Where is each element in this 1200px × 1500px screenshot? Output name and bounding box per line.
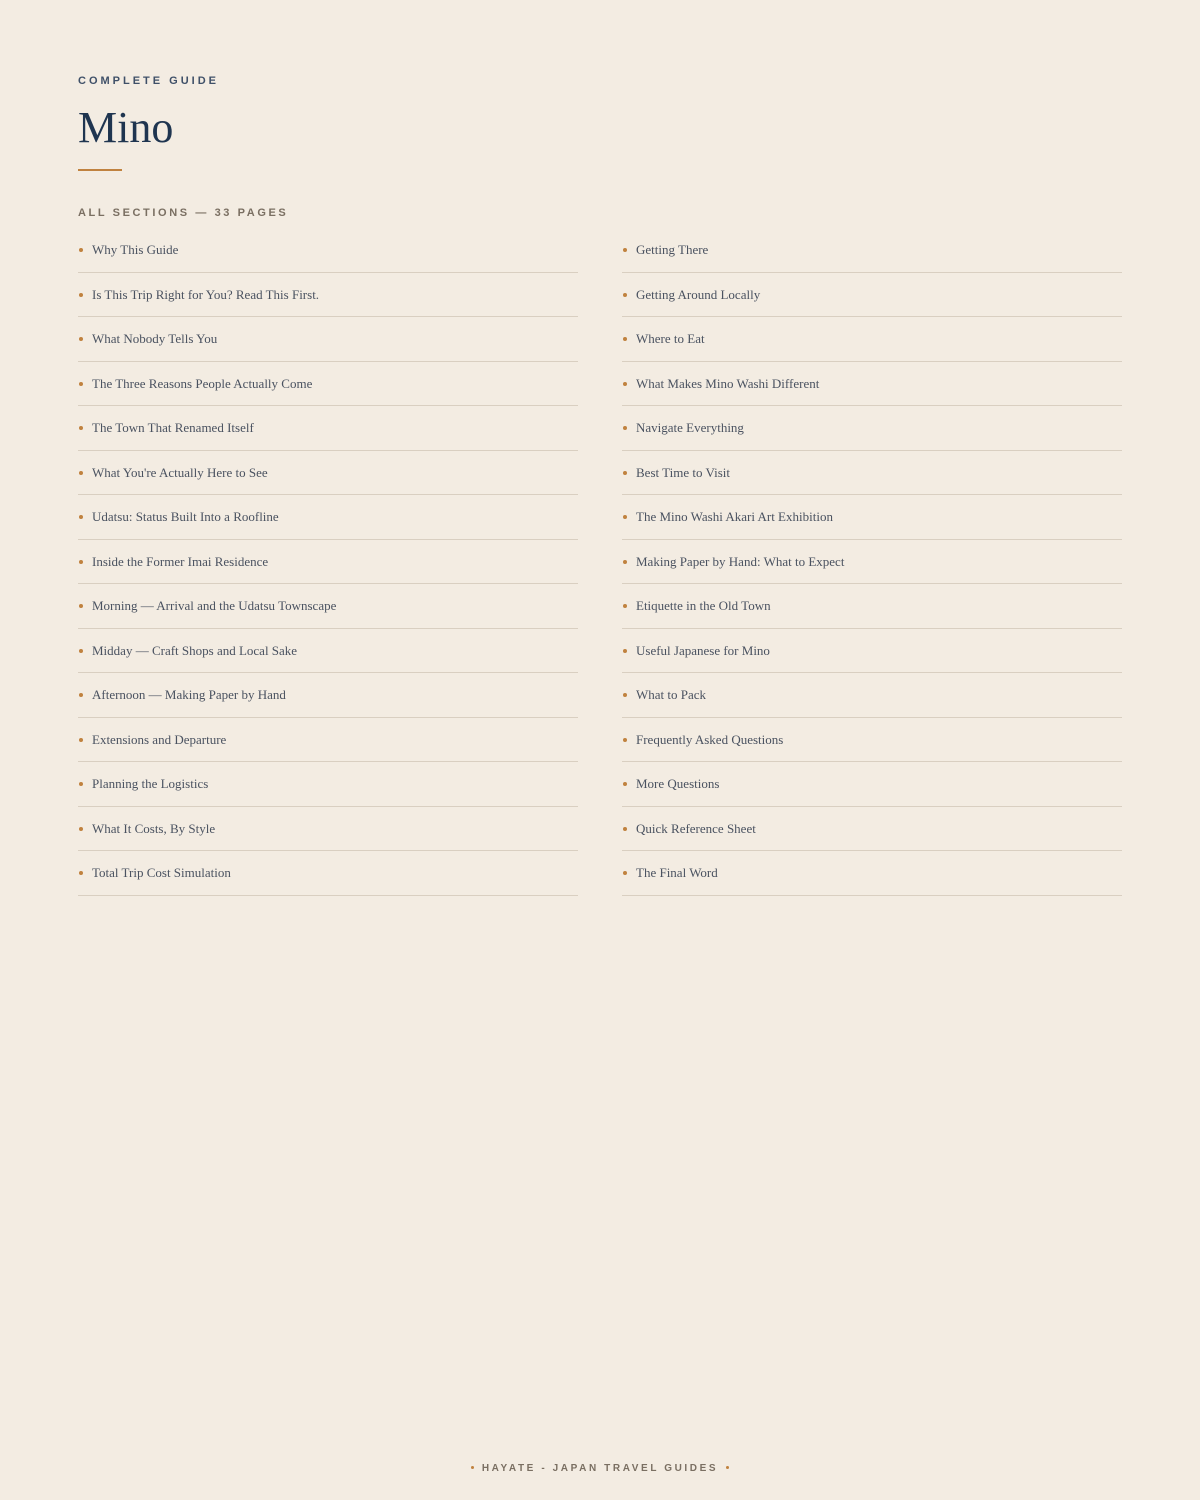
section-link[interactable] <box>622 540 1122 585</box>
section-link[interactable] <box>622 406 1122 451</box>
footer-dot-icon <box>471 1466 474 1469</box>
bullet-dot-icon <box>79 604 83 608</box>
section-link[interactable] <box>78 718 578 763</box>
bullet-dot-icon <box>623 693 627 697</box>
bullet-dot-icon <box>79 293 83 297</box>
section-link[interactable] <box>622 317 1122 362</box>
section-link-label: What Makes Mino Washi Different <box>636 375 820 391</box>
bullet-dot-icon <box>623 515 627 519</box>
section-link[interactable] <box>622 762 1122 807</box>
bullet-dot-icon <box>79 738 83 742</box>
section-link-label: Navigate Everything <box>636 420 744 435</box>
bullet-dot-icon <box>623 337 627 341</box>
sections-list-right <box>622 228 1122 896</box>
section-link[interactable] <box>78 362 578 407</box>
bullet-dot-icon <box>623 738 627 742</box>
bullet-dot-icon <box>79 827 83 831</box>
section-link[interactable] <box>622 362 1122 407</box>
bullet-dot-icon <box>79 426 83 430</box>
bullet-dot-icon <box>623 471 627 475</box>
bullet-dot-icon <box>623 426 627 430</box>
bullet-dot-icon <box>79 693 83 697</box>
bullet-dot-icon <box>79 515 83 519</box>
section-link[interactable] <box>78 584 578 629</box>
section-link[interactable] <box>78 273 578 318</box>
section-link-label: More Questions <box>636 776 720 791</box>
section-link-label: Inside the Former Imai Residence <box>92 553 269 569</box>
section-link-label: Afternoon — Making Paper by Hand <box>92 687 286 702</box>
bullet-dot-icon <box>623 293 627 297</box>
section-link-label: Etiquette in the Old Town <box>636 598 771 613</box>
section-link-label: What to Pack <box>636 687 707 702</box>
section-link[interactable] <box>78 495 578 540</box>
section-link-label: Where to Eat <box>636 331 705 346</box>
section-link[interactable] <box>78 317 578 362</box>
section-link-label: Total Trip Cost Simulation <box>92 865 231 880</box>
section-link-label: Udatsu: Status Built Into a Roofline <box>92 509 279 524</box>
section-link-label: The Town That Renamed Itself <box>92 420 254 435</box>
bullet-dot-icon <box>623 782 627 786</box>
section-link-label: Morning — Arrival and the Udatsu Townscape <box>92 598 337 613</box>
section-link[interactable] <box>622 495 1122 540</box>
section-link-label: Getting There <box>636 242 709 257</box>
sections-label: ALL SECTIONS — 33 PAGES <box>78 207 289 219</box>
bullet-dot-icon <box>623 827 627 831</box>
section-link[interactable] <box>78 629 578 674</box>
section-link[interactable] <box>622 228 1122 273</box>
bullet-dot-icon <box>79 871 83 875</box>
page-title: Mino <box>78 103 174 152</box>
section-link-label: Useful Japanese for Mino <box>636 642 770 658</box>
section-link[interactable] <box>622 718 1122 763</box>
section-link[interactable] <box>78 451 578 496</box>
section-link[interactable] <box>78 673 578 718</box>
section-link[interactable] <box>78 406 578 451</box>
section-link[interactable] <box>622 451 1122 496</box>
section-link-label: Making Paper by Hand: What to Expect <box>636 553 845 569</box>
bullet-dot-icon <box>623 560 627 564</box>
section-link[interactable] <box>622 807 1122 852</box>
bullet-dot-icon <box>623 649 627 653</box>
section-link-label: The Mino Washi Akari Art Exhibition <box>636 509 833 524</box>
section-link-label: Is This Trip Right for You? Read This First. <box>92 286 320 302</box>
section-link-label: Quick Reference Sheet <box>636 820 756 836</box>
section-link-label: Why This Guide <box>92 242 179 257</box>
section-link-label: Midday — Craft Shops and Local Sake <box>92 642 298 658</box>
section-link-label: Best Time to Visit <box>636 464 730 480</box>
bullet-dot-icon <box>79 471 83 475</box>
guide-eyebrow: COMPLETE GUIDE <box>78 75 220 87</box>
bullet-dot-icon <box>79 649 83 653</box>
section-link-label: What It Costs, By Style <box>92 820 216 836</box>
bullet-dot-icon <box>79 337 83 341</box>
section-link-label: What Nobody Tells You <box>92 331 218 346</box>
section-link[interactable] <box>622 673 1122 718</box>
section-link[interactable] <box>622 629 1122 674</box>
bullet-dot-icon <box>79 382 83 386</box>
section-link-label: The Final Word <box>636 865 718 880</box>
section-link[interactable] <box>622 584 1122 629</box>
section-link[interactable] <box>622 851 1122 896</box>
section-link[interactable] <box>78 540 578 585</box>
section-link-label: Planning the Logistics <box>92 776 209 791</box>
section-link[interactable] <box>78 807 578 852</box>
section-link-label: Frequently Asked Questions <box>636 731 784 747</box>
bullet-dot-icon <box>623 382 627 386</box>
section-link-label: The Three Reasons People Actually Come <box>92 375 313 391</box>
footer-dot-icon <box>726 1466 729 1469</box>
bullet-dot-icon <box>623 248 627 252</box>
bullet-dot-icon <box>79 782 83 786</box>
footer <box>0 1463 1200 1474</box>
bullet-dot-icon <box>623 871 627 875</box>
section-link-label: Getting Around Locally <box>636 286 761 302</box>
bullet-dot-icon <box>79 560 83 564</box>
section-link[interactable] <box>78 228 578 273</box>
bullet-dot-icon <box>623 604 627 608</box>
footer-text: HAYATE - JAPAN TRAVEL GUIDES <box>481 1463 719 1474</box>
bullet-dot-icon <box>79 248 83 252</box>
section-link[interactable] <box>78 851 578 896</box>
section-link[interactable] <box>78 762 578 807</box>
section-link-label: What You're Actually Here to See <box>92 464 268 480</box>
section-link[interactable] <box>622 273 1122 318</box>
title-divider <box>78 169 122 171</box>
sections-list-left <box>78 228 578 896</box>
section-link-label: Extensions and Departure <box>92 731 227 747</box>
